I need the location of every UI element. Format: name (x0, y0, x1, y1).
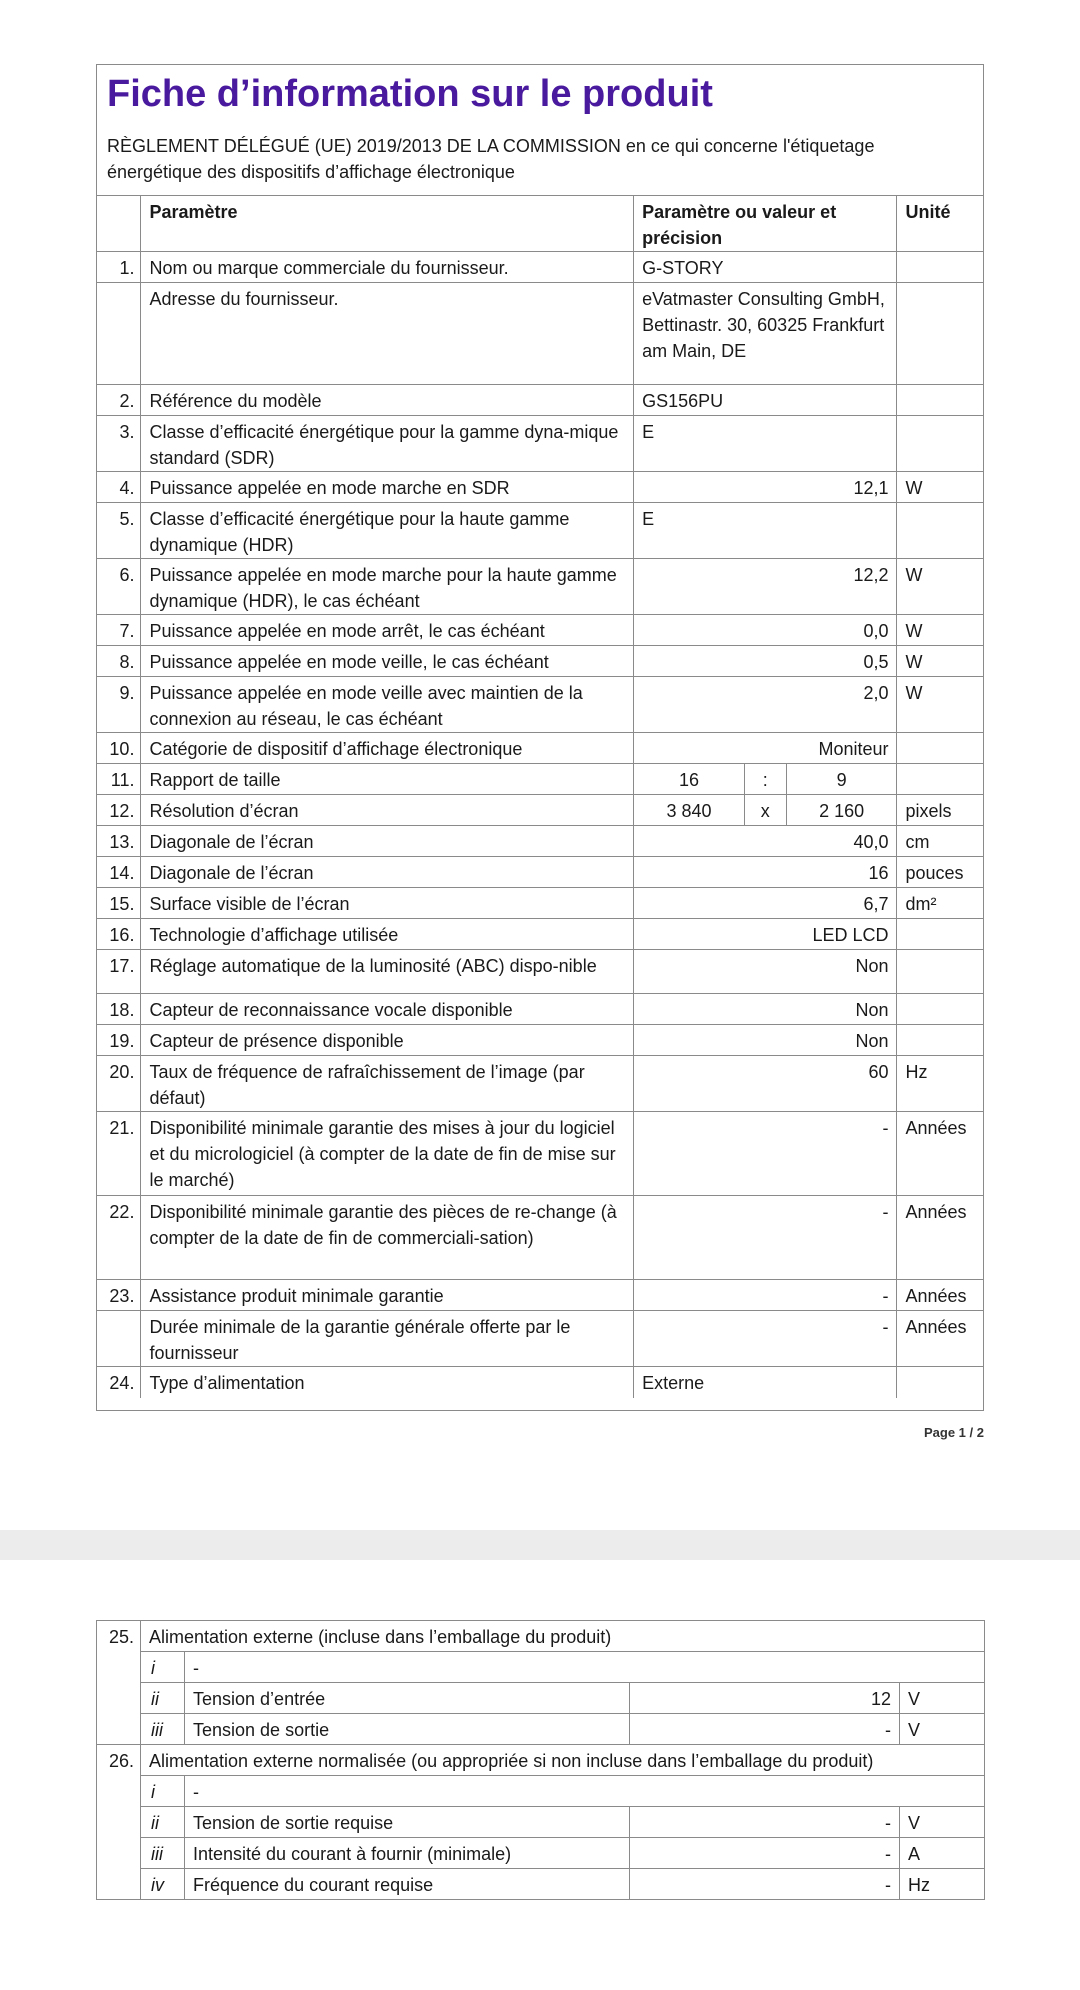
row-parameter: Disponibilité minimale garantie des pièces de re-change (à compter de la date de fin de commerciali-sation) (141, 1196, 634, 1280)
row-value: 60 (634, 1056, 897, 1112)
row-number: 24. (97, 1367, 141, 1398)
row-unit: W (897, 615, 983, 646)
row-parameter: Catégorie de dispositif d’affichage électronique (141, 733, 634, 764)
row-value: Moniteur (634, 733, 897, 764)
row-value: 0,5 (634, 646, 897, 677)
table-row (97, 1056, 983, 1112)
item-roman: ii (141, 1683, 185, 1714)
row-number: 22. (97, 1196, 141, 1280)
item-value: - (630, 1714, 900, 1745)
row-number: 4. (97, 472, 141, 503)
row-value: LED LCD (634, 919, 897, 950)
section-number: 26. (97, 1745, 141, 1900)
table-row (97, 385, 983, 416)
item-label: - (185, 1776, 985, 1807)
item-unit: V (900, 1683, 985, 1714)
item-roman: iii (141, 1714, 185, 1745)
row-parameter: Assistance produit minimale garantie (141, 1280, 634, 1311)
product-info-sheet (96, 64, 984, 1411)
table-row (97, 764, 983, 795)
product-table (97, 195, 983, 1398)
row-number: 15. (97, 888, 141, 919)
row-number: 6. (97, 559, 141, 615)
power-supply-table (96, 1620, 985, 1900)
row-number: 23. (97, 1280, 141, 1311)
row-value: 40,0 (634, 826, 897, 857)
row-parameter: Référence du modèle (141, 385, 634, 416)
row-number: 5. (97, 503, 141, 559)
table-row (97, 888, 983, 919)
section-number: 25. (97, 1621, 141, 1745)
row-number: 7. (97, 615, 141, 646)
row-number: 17. (97, 950, 141, 994)
row-unit: Hz (897, 1056, 983, 1112)
table-row (97, 503, 983, 559)
table-row (97, 826, 983, 857)
resolution-separator: x (744, 795, 786, 826)
page-title: Fiche d’information sur le produit (107, 73, 713, 115)
table-row (97, 795, 983, 826)
row-value: 12,1 (634, 472, 897, 503)
row-value: - (634, 1112, 897, 1196)
table-row (97, 1196, 983, 1280)
header-parametre: Paramètre (141, 196, 634, 252)
row-parameter: Diagonale de l’écran (141, 857, 634, 888)
row-parameter: Puissance appelée en mode marche pour la haute gamme dynamique (HDR), le cas échéant (141, 559, 634, 615)
table-row (97, 1112, 983, 1196)
table-row (97, 646, 983, 677)
row-number: 8. (97, 646, 141, 677)
item-value: - (630, 1807, 900, 1838)
header-valeur: Paramètre ou valeur et précision (634, 196, 897, 252)
row-parameter: Résolution d’écran (141, 795, 634, 826)
row-unit: Années (897, 1112, 983, 1196)
row-parameter: Capteur de présence disponible (141, 1025, 634, 1056)
sheet-header (97, 65, 985, 195)
row-value: - (634, 1196, 897, 1280)
table-header-row (97, 196, 983, 252)
row-parameter: Taux de fréquence de rafraîchissement de l’image (par défaut) (141, 1056, 634, 1112)
row-parameter: Type d’alimentation (141, 1367, 634, 1398)
item-roman: ii (141, 1807, 185, 1838)
regulation-subtitle: RÈGLEMENT DÉLÉGUÉ (UE) 2019/2013 DE LA COMMISSION en ce qui concerne l'étiquetage énergétique des dispositifs d’affichage électronique (107, 136, 875, 182)
section-item-row (97, 1869, 985, 1900)
row-value: - (634, 1280, 897, 1311)
row-value: - (634, 1311, 897, 1367)
header-unite: Unité (897, 196, 983, 252)
row-number: 16. (97, 919, 141, 950)
item-value: - (630, 1869, 900, 1900)
row-unit (897, 994, 983, 1025)
table-row (97, 252, 983, 283)
row-number: 20. (97, 1056, 141, 1112)
table-row (97, 857, 983, 888)
row-unit: pixels (897, 795, 983, 826)
row-parameter: Puissance appelée en mode marche en SDR (141, 472, 634, 503)
row-value: 12,2 (634, 559, 897, 615)
row-number: 11. (97, 764, 141, 795)
row-unit (897, 385, 983, 416)
row-parameter: Technologie d’affichage utilisée (141, 919, 634, 950)
row-unit (897, 764, 983, 795)
row-unit: pouces (897, 857, 983, 888)
ratio-width: 16 (634, 764, 745, 795)
item-label: Intensité du courant à fournir (minimale) (185, 1838, 630, 1869)
row-unit (897, 919, 983, 950)
row-unit: Années (897, 1196, 983, 1280)
row-parameter: Classe d’efficacité énergétique pour la haute gamme dynamique (HDR) (141, 503, 634, 559)
row-unit: cm (897, 826, 983, 857)
item-roman: i (141, 1776, 185, 1807)
row-value: eVatmaster Consulting GmbH, Bettinastr. 30, 60325 Frankfurt am Main, DE (634, 283, 897, 385)
row-parameter: Capteur de reconnaissance vocale disponible (141, 994, 634, 1025)
item-label: Tension de sortie (185, 1714, 630, 1745)
row-unit (897, 416, 983, 472)
row-unit (897, 1025, 983, 1056)
row-value: 2,0 (634, 677, 897, 733)
row-number: 21. (97, 1112, 141, 1196)
row-value: G-STORY (634, 252, 897, 283)
page-number: Page 1 / 2 (924, 1425, 984, 1440)
row-value: 0,0 (634, 615, 897, 646)
row-unit: W (897, 677, 983, 733)
row-unit: dm² (897, 888, 983, 919)
table-row (97, 283, 983, 385)
table-row (97, 994, 983, 1025)
row-parameter: Puissance appelée en mode arrêt, le cas échéant (141, 615, 634, 646)
item-label: Tension d’entrée (185, 1683, 630, 1714)
row-parameter: Nom ou marque commerciale du fournisseur. (141, 252, 634, 283)
item-label: Tension de sortie requise (185, 1807, 630, 1838)
row-number (97, 1311, 141, 1367)
row-parameter: Adresse du fournisseur. (141, 283, 634, 385)
row-value: Non (634, 950, 897, 994)
item-roman: i (141, 1652, 185, 1683)
row-parameter: Classe d’efficacité énergétique pour la gamme dyna-mique standard (SDR) (141, 416, 634, 472)
item-unit: V (900, 1807, 985, 1838)
item-label: Fréquence du courant requise (185, 1869, 630, 1900)
row-value: E (634, 416, 897, 472)
table-row (97, 677, 983, 733)
item-unit: Hz (900, 1869, 985, 1900)
section-title: Alimentation externe normalisée (ou appropriée si non incluse dans l’emballage du produit) (141, 1745, 985, 1776)
row-unit (897, 1367, 983, 1398)
row-unit (897, 283, 983, 385)
row-unit (897, 950, 983, 994)
row-value: Externe (634, 1367, 897, 1398)
row-number: 10. (97, 733, 141, 764)
row-value: Non (634, 1025, 897, 1056)
ratio-separator: : (744, 764, 786, 795)
table-row (97, 733, 983, 764)
row-parameter: Durée minimale de la garantie générale offerte par le fournisseur (141, 1311, 634, 1367)
section-item-row (97, 1714, 985, 1745)
row-parameter: Disponibilité minimale garantie des mises à jour du logiciel et du micrologiciel (à compter de la date de fin de mise sur le marché) (141, 1112, 634, 1196)
row-number: 19. (97, 1025, 141, 1056)
table-row (97, 1311, 983, 1367)
section-title: Alimentation externe (incluse dans l’emballage du produit) (141, 1621, 985, 1652)
table-row (97, 950, 983, 994)
table-row (97, 559, 983, 615)
section-item-row (97, 1838, 985, 1869)
section-title-row (97, 1745, 985, 1776)
item-roman: iv (141, 1869, 185, 1900)
item-value: - (630, 1838, 900, 1869)
table-row (97, 472, 983, 503)
item-unit: A (900, 1838, 985, 1869)
resolution-height: 2 160 (786, 795, 897, 826)
row-parameter: Puissance appelée en mode veille avec maintien de la connexion au réseau, le cas échéant (141, 677, 634, 733)
table-row (97, 1367, 983, 1398)
row-number: 2. (97, 385, 141, 416)
row-value: GS156PU (634, 385, 897, 416)
ratio-height: 9 (786, 764, 897, 795)
table-row (97, 416, 983, 472)
section-item-row (97, 1807, 985, 1838)
row-unit: W (897, 472, 983, 503)
row-number: 13. (97, 826, 141, 857)
row-parameter: Rapport de taille (141, 764, 634, 795)
row-unit: Années (897, 1311, 983, 1367)
row-unit (897, 252, 983, 283)
row-number: 9. (97, 677, 141, 733)
item-value: 12 (630, 1683, 900, 1714)
row-parameter: Puissance appelée en mode veille, le cas échéant (141, 646, 634, 677)
row-number: 12. (97, 795, 141, 826)
table-row (97, 1280, 983, 1311)
section-item-row (97, 1776, 985, 1807)
row-value: 6,7 (634, 888, 897, 919)
item-unit: V (900, 1714, 985, 1745)
table-row (97, 1025, 983, 1056)
row-value: Non (634, 994, 897, 1025)
row-unit: W (897, 646, 983, 677)
item-label: - (185, 1652, 985, 1683)
row-parameter: Réglage automatique de la luminosité (ABC) dispo-nible (141, 950, 634, 994)
table-row (97, 615, 983, 646)
row-value: 16 (634, 857, 897, 888)
row-parameter: Diagonale de l’écran (141, 826, 634, 857)
row-unit: Années (897, 1280, 983, 1311)
row-unit (897, 503, 983, 559)
resolution-width: 3 840 (634, 795, 745, 826)
row-parameter: Surface visible de l’écran (141, 888, 634, 919)
page-separator (0, 1530, 1080, 1560)
row-unit (897, 733, 983, 764)
row-number (97, 283, 141, 385)
header-num-cell (97, 196, 141, 252)
row-number: 3. (97, 416, 141, 472)
section-title-row (97, 1621, 985, 1652)
item-roman: iii (141, 1838, 185, 1869)
section-item-row (97, 1683, 985, 1714)
section-item-row (97, 1652, 985, 1683)
row-number: 14. (97, 857, 141, 888)
page-2 (0, 1560, 1080, 1990)
table-row (97, 919, 983, 950)
row-value: E (634, 503, 897, 559)
row-number: 1. (97, 252, 141, 283)
row-unit: W (897, 559, 983, 615)
row-number: 18. (97, 994, 141, 1025)
